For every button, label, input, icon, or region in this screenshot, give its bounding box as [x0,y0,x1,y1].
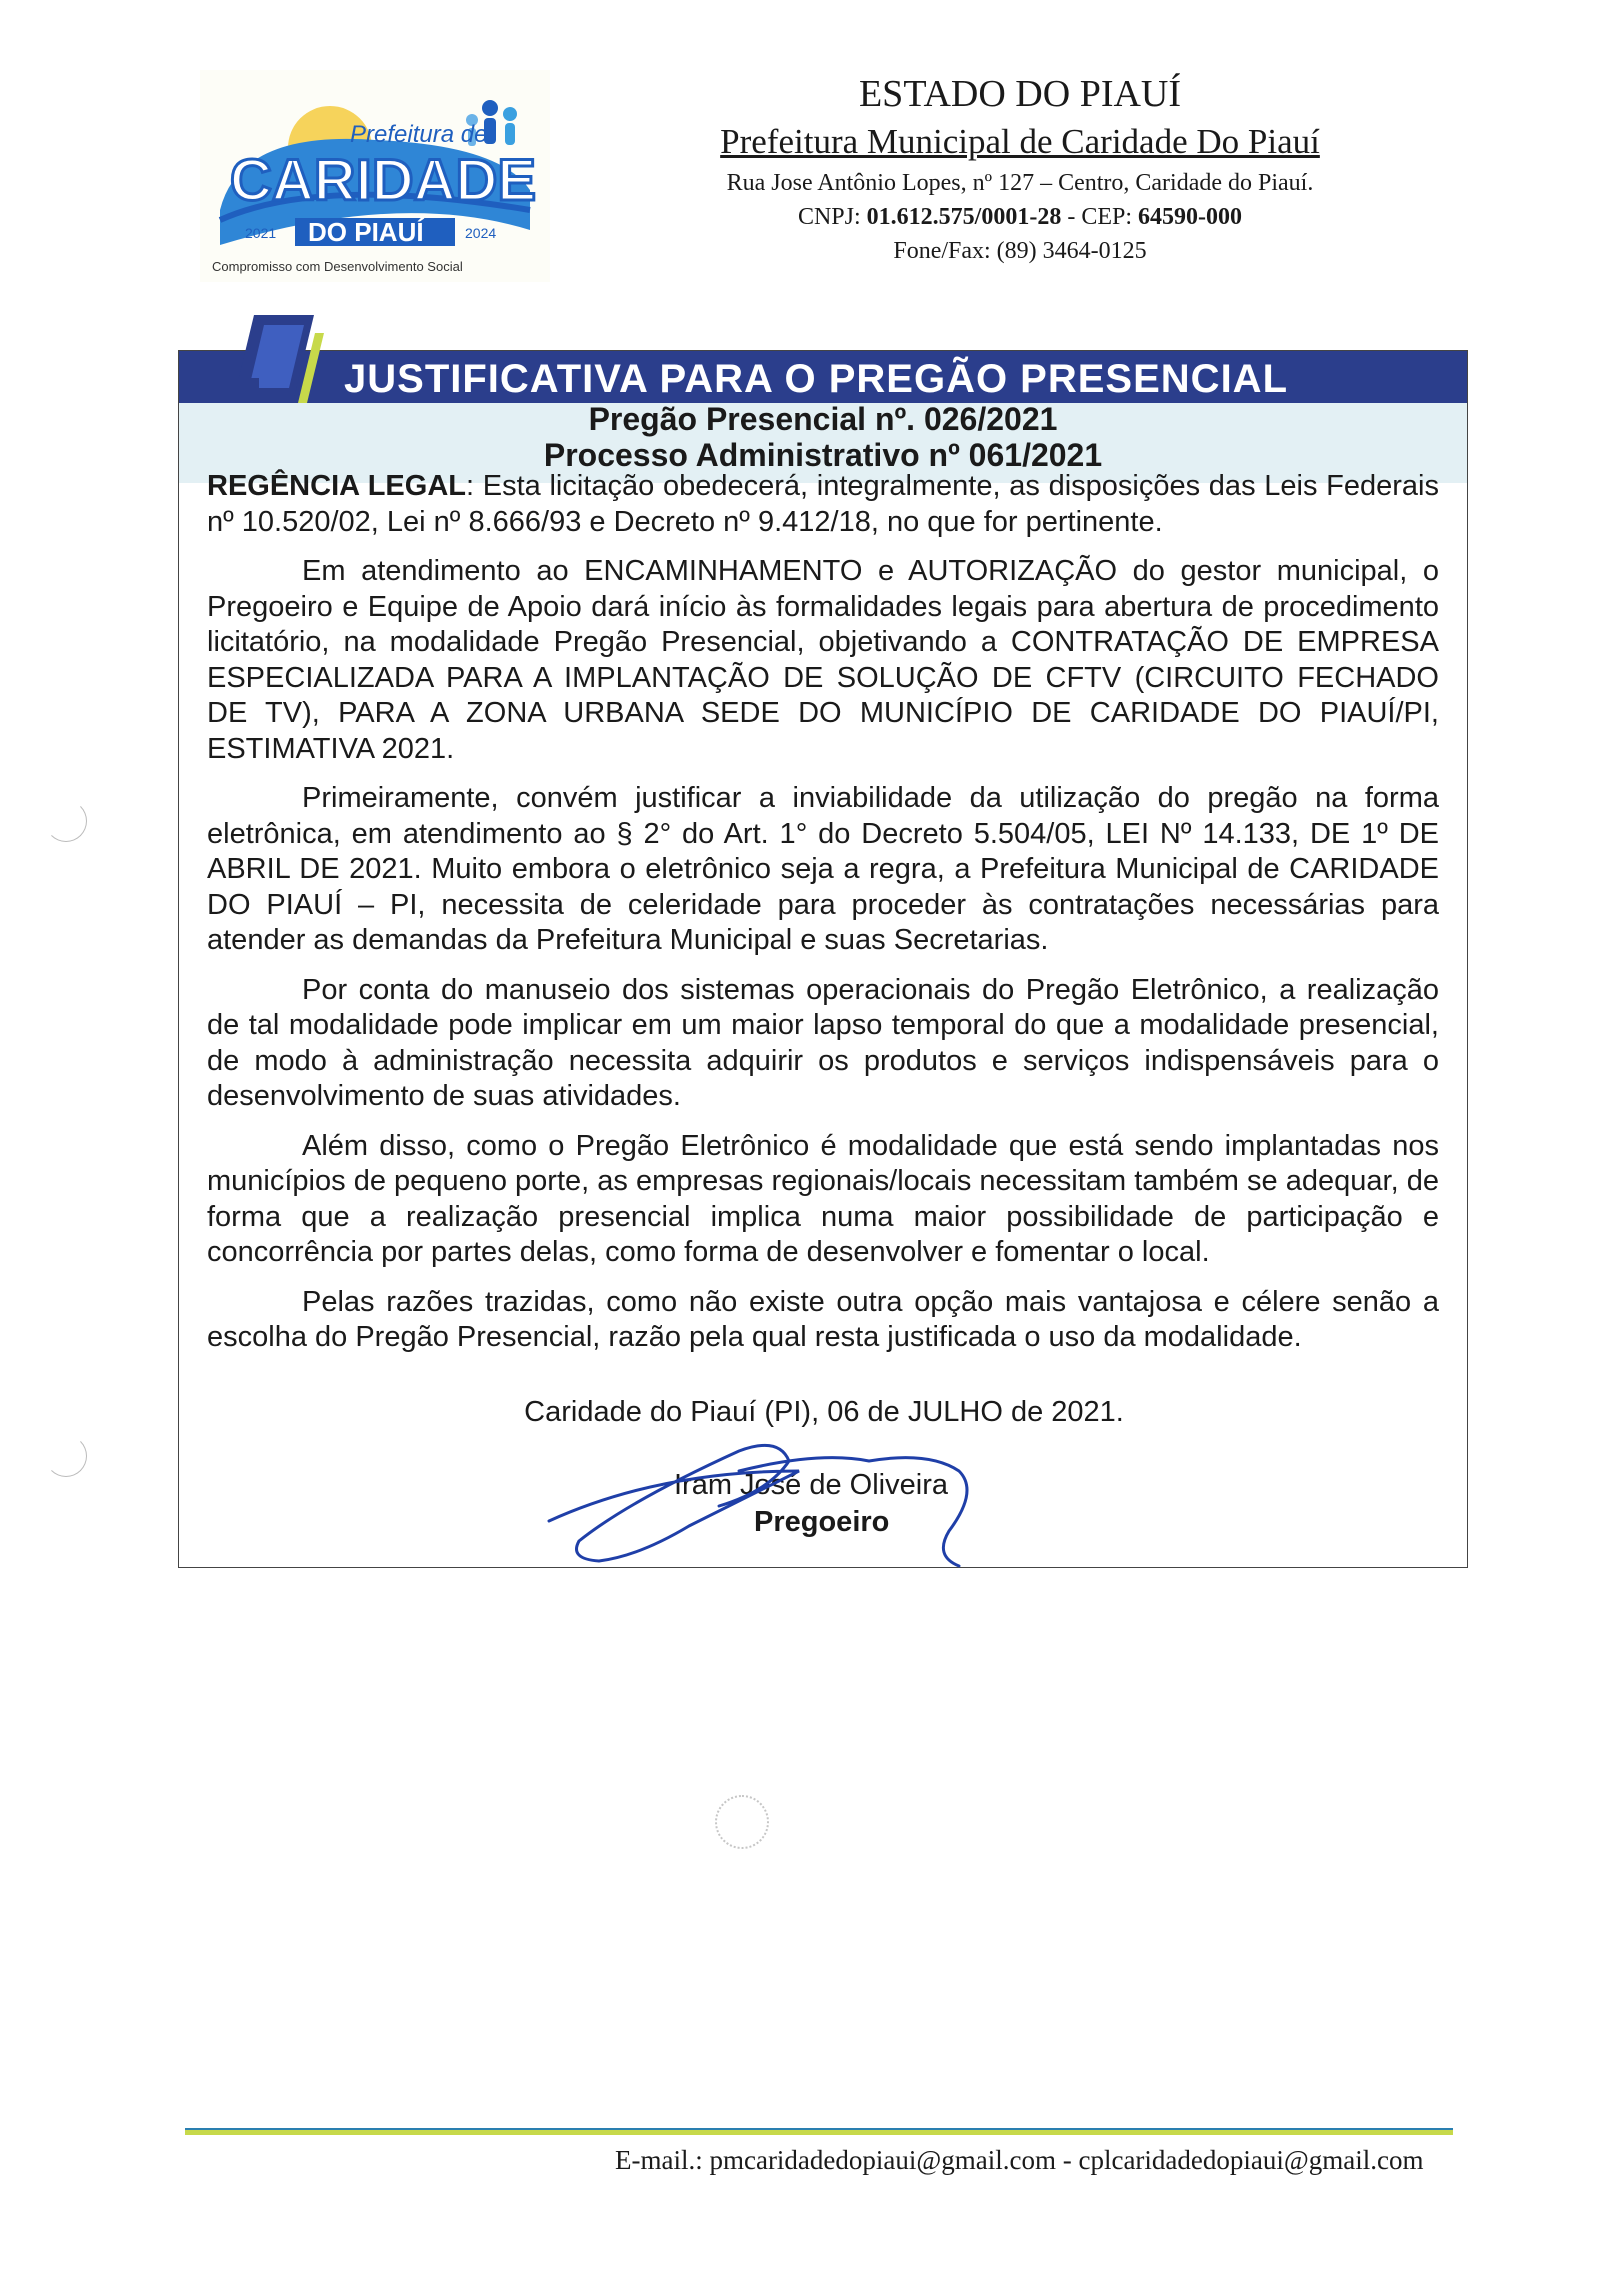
paragraph-2: Primeiramente, convém justificar a inviabilidade da utilização do pregão na forma eletrônica, em atendimento ao § 2° do Art. 1° do Decreto 5.504/05, LEI Nº 14.133, DE 1º DE ABRIL DE 2021. Muito embora o eletrônico seja a regra, a Prefeitura Municipal de CARIDADE DO PIAUÍ – PI, necessita de celeridade para proceder às contratações necessárias para atender as demandas da Prefeitura Municipal e suas Secretarias. [207,782,1439,956]
paragraph-1: Em atendimento ao ENCAMINHAMENTO e AUTORIZAÇÃO do gestor municipal, o Pregoeiro e Equipe de Apoio dará início às formalidades legais para abertura de procedimento licitatório, na modalidade Pregão Presencial, objetivando a CONTRATAÇÃO DE EMPRESA ESPECIALIZADA PARA A IMPLANTAÇÃO DE SOLUÇÃO DE CFTV (CIRCUITO FECHADO DE TV), PARA A ZONA URBANA SEDE DO MUNICÍPIO DE CARIDADE DO PIAUÍ/PI, ESTIMATIVA 2021. [207,555,1439,765]
signer-name: Iram José de Oliveira [674,1469,948,1501]
paragraph-3: Por conta do manuseio dos sistemas operacionais do Pregão Eletrônico, a realização de tal modalidade pode implicar em um maior lapso temporal do que a modalidade presencial, de modo à administração necessita adquirir os produtos e serviços indispensáveis para o desenvolvimento de suas atividades. [207,973,1439,1112]
punch-hole-mark [45,1435,87,1477]
regencia-text: : Esta licitação obedecerá, integralmente, as disposições das Leis Federais nº 10.520/02, Lei nº 8.666/93 e Decreto nº 9.412/18, no que for pertinente. [207,470,1440,538]
paragraph-4: Além disso, como o Pregão Eletrônico é modalidade que está sendo implantadas nos municípios de pequeno porte, as empresas regionais/locais necessitam também se adequar, de forma que a realização presencial implica numa maior possibilidade de participação e concorrência por partes delas, como forma de desenvolver e fomentar o local. [207,1129,1439,1268]
logo-year-end: 2024 [465,225,497,241]
regencia-label: REGÊNCIA LEGAL [207,470,466,502]
signer-role: Pregoeiro [754,1506,890,1538]
logo-tagline: Compromisso com Desenvolvimento Social [212,259,463,274]
state-name: ESTADO DO PIAUÍ [858,73,1182,115]
document-title: JUSTIFICATIVA PARA O PREGÃO PRESENCIAL [344,357,1288,401]
handwritten-signature [539,1431,999,1571]
address-line: Rua Jose Antônio Lopes, nº 127 – Centro, Caridade do Piauí. [726,170,1314,196]
letterhead [600,70,1440,268]
municipal-logo [200,70,550,282]
logo-graphic [200,70,550,282]
logo-sub-text: DO PIAUÍ [308,217,424,247]
prefeitura-name: Prefeitura Municipal de Caridade Do Piauí [720,122,1320,161]
cep-label: - CEP: [1067,204,1133,230]
faint-stamp-mark [715,1795,769,1849]
pregao-number: Pregão Presencial nº. 026/2021 [588,401,1058,437]
cnpj-cep-line [600,200,1440,234]
document-body [207,469,1439,1370]
logo-year-start: 2021 [245,225,277,241]
regencia-paragraph [207,469,1439,540]
footer-divider [185,2128,1453,2135]
logo-prefeitura-text: Prefeitura de [350,121,488,148]
justification-document [178,350,1468,1568]
footer-emails: E-mail.: pmcaridadedopiaui@gmail.com - cplcaridadedopiaui@gmail.com [615,2145,1424,2175]
phone-line: Fone/Fax: (89) 3464-0125 [893,238,1147,264]
paragraph-5: Pelas razões trazidas, como não existe outra opção mais vantajosa e célere senão a escolha do Pregão Presencial, razão pela qual resta justificada o uso da modalidade. [207,1285,1439,1353]
cnpj-label: CNPJ: [797,204,861,230]
cep-value: 64590-000 [1138,204,1243,230]
date-line: Caridade do Piauí (PI), 06 de JULHO de 2021. [524,1396,1124,1428]
logo-name-text: CARIDADE [230,148,537,213]
title-bar-emblem-icon [219,303,329,403]
punch-hole-mark [45,800,87,842]
title-bar [179,351,1467,403]
processo-number: Processo Administrativo nº 061/2021 [543,437,1103,473]
cnpj-value: 01.612.575/0001-28 [866,204,1062,230]
